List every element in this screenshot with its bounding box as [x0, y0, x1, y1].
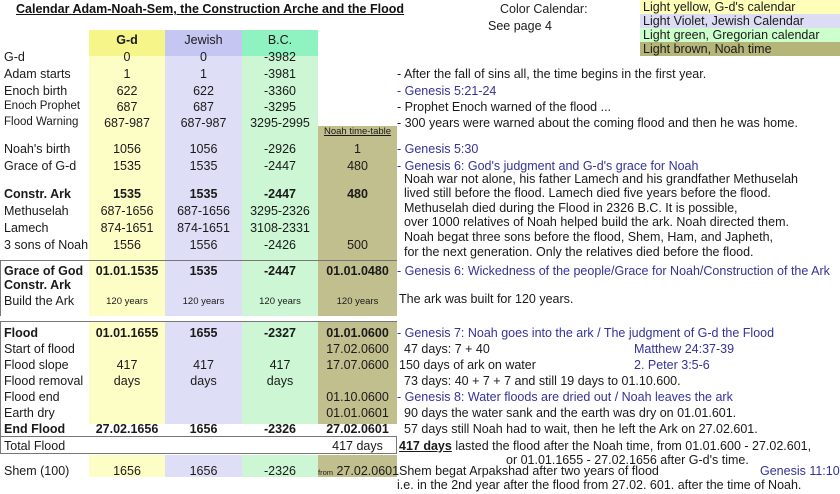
column-header-god: G-d	[116, 33, 138, 47]
note-or-gd-time: or 01.01.1655 - 27.02.1656 after G-d's time.	[506, 453, 749, 467]
row-label: Earth dry	[4, 406, 55, 420]
row-cell-jewish: 874-1651	[177, 221, 230, 235]
row-cell-noah: 500	[347, 238, 368, 252]
row-cell-jewish: 687-1656	[177, 204, 230, 218]
row-label: Grace of G-d	[4, 159, 77, 173]
note-genesis-6-wickedness: - Genesis 6: Wickedness of the people/Grace for Noah/Construction of the Ark	[397, 264, 830, 278]
row-cell-bc: -2926	[264, 142, 296, 156]
row-cell-god: 01.01.1535	[95, 264, 159, 278]
note-methuselah-died: Methuselah died during the Flood in 2326 B.C. It is possible,	[404, 201, 738, 215]
border-left-grace	[0, 260, 1, 316]
row-label-flood: Flood	[4, 326, 39, 340]
note-genesis-7: - Genesis 7: Noah goes into the ark / The judgment of G-d the Flood	[397, 326, 775, 340]
row-cell-bc: 3108-2331	[250, 221, 310, 235]
note-417-days-rest: lasted the flood after the Noah time, from 01.01.600 - 27.02.601,	[455, 439, 812, 453]
row-cell-bc: 120 years	[259, 296, 301, 307]
row-cell-bc: -3981	[264, 67, 296, 81]
note-genesis-5-21-24: - Genesis 5:21-24	[397, 84, 497, 98]
row-label: Start of flood	[4, 342, 75, 356]
divider-total-flood-top	[0, 436, 397, 437]
row-label: G-d	[4, 50, 25, 64]
legend-item-yellow	[640, 0, 840, 14]
legend-text: Light brown, Noah time	[643, 42, 772, 56]
row-cell-jewish: 687	[193, 100, 214, 114]
row-cell-noah: 01.10.0600	[326, 390, 389, 404]
row-cell-god: 622	[116, 84, 138, 98]
row-cell-bc: -2327	[264, 326, 296, 340]
divider-grace-top	[0, 260, 397, 261]
legend-item-brown	[640, 42, 840, 56]
row-cell-noah: 17.02.0600	[326, 342, 389, 356]
row-cell-bc: -3360	[264, 84, 296, 98]
column-header-bc: B.C.	[267, 33, 293, 47]
row-cell-bc: -2426	[264, 238, 296, 252]
note-1000-relatives: over 1000 relatives of Noah helped build the ark. Noah directed them.	[404, 215, 789, 229]
row-cell-jewish: 1656	[189, 464, 218, 478]
row-cell-jewish: 1656	[189, 422, 218, 436]
border-right-total-flood	[396, 436, 397, 454]
row-cell-god: 1056	[113, 142, 141, 156]
row-cell-noah: 27.02.0601	[326, 422, 389, 436]
from-date: 27.02.0601	[336, 464, 400, 478]
border-left-flood	[0, 321, 1, 453]
note-300-years: - 300 years were warned about the coming flood and then he was home.	[397, 116, 798, 130]
legend-text: Light yellow, G-d's calendar	[643, 0, 796, 14]
row-cell-bc: days	[266, 374, 294, 388]
see-page-note: See page 4	[488, 19, 552, 33]
row-cell-god: 687-987	[104, 116, 150, 130]
row-cell-bc: -2326	[264, 464, 296, 478]
row-label: Adam starts	[4, 67, 71, 81]
row-cell-bc: -2447	[264, 159, 296, 173]
note-genesis-6-judgment: - Genesis 6: God's judgment and G-d's grace for Noah	[397, 159, 699, 173]
note-417-days-bold: 417 days	[399, 439, 452, 453]
row-cell-jewish: 1535	[189, 159, 218, 173]
row-label: Flood slope	[4, 358, 69, 372]
row-cell-jewish: 1535	[189, 264, 218, 278]
row-cell-jewish: 1056	[189, 142, 218, 156]
row-label: Flood removal	[4, 374, 84, 388]
note-90-days: 90 days the water sank and the earth was dry on 01.01.601.	[404, 406, 737, 420]
row-label-shem: Shem (100)	[4, 464, 70, 478]
note-matthew: Matthew 24:37-39	[634, 342, 735, 356]
note-genesis-11-10: Genesis 11:10	[760, 464, 840, 478]
color-legend	[640, 0, 840, 56]
note-2nd-year: i.e. in the 2nd year after the flood from 27.02. 601. after the time of Noah.	[397, 478, 802, 492]
page-title: Calendar Adam-Noah-Sem, the Construction Arche and the Flood	[16, 2, 404, 16]
divider-total-flood-bottom	[0, 453, 397, 454]
legend-text: Light green, Gregorian calendar	[643, 28, 820, 42]
note-peter: 2. Peter 3:5-6	[634, 358, 710, 372]
row-cell-jewish: 687-987	[180, 116, 227, 130]
divider-flood-top	[0, 321, 397, 322]
note-after-fall: - After the fall of sins all, the time begins in the first year.	[397, 67, 707, 81]
row-cell-bc: 417	[269, 358, 291, 372]
note-150-days: 150 days of ark on water	[399, 358, 536, 372]
row-cell-noah: 1	[354, 142, 361, 156]
from-prefix: from	[318, 468, 333, 477]
row-label: Flood end	[4, 390, 60, 404]
legend-label: Color Calendar:	[500, 2, 588, 16]
row-cell-noah: 120 years	[336, 296, 379, 307]
row-label: Flood Warning	[4, 116, 79, 128]
row-label-build-the-ark: Build the Ark	[4, 294, 75, 308]
row-cell-god: 1535	[113, 187, 141, 201]
legend-item-green	[640, 28, 840, 42]
row-cell-noah: 01.01.0480	[326, 264, 389, 278]
row-cell-bc: -2326	[264, 422, 296, 436]
row-cell-jewish: 1535	[189, 187, 218, 201]
row-label: Methuselah	[4, 204, 69, 218]
row-label: Noah's birth	[4, 142, 71, 156]
row-label-end-flood: End Flood	[4, 422, 66, 436]
row-cell-god: 874-1651	[100, 221, 154, 235]
note-prophet-enoch: - Prophet Enoch warned of the flood ...	[397, 100, 612, 114]
column-header-noah-time-table: Noah time-table	[323, 126, 392, 137]
row-cell-bc: 3295-2326	[250, 204, 310, 218]
legend-text: Light Violet, Jewish Calendar	[643, 14, 804, 28]
row-cell-god: 01.01.1655	[95, 326, 159, 340]
row-cell-god: 1556	[113, 238, 141, 252]
row-cell-jewish: days	[190, 374, 217, 388]
column-header-jewish: Jewish	[184, 33, 223, 47]
row-cell-god: 417	[116, 358, 138, 372]
row-cell-god: 687	[116, 100, 138, 114]
row-cell-bc: -3982	[264, 50, 296, 64]
row-cell-noah: 01.01.0601	[326, 406, 389, 420]
row-label-constr-ark-2: Constr. Ark	[4, 278, 71, 292]
note-47-days: 47 days: 7 + 40	[404, 342, 490, 356]
note-ark-120-years: The ark was built for 120 years.	[399, 292, 574, 306]
row-cell-noah: 480	[347, 159, 368, 173]
row-cell-god: 120 years	[106, 296, 148, 307]
row-cell-jewish: 1	[200, 67, 207, 81]
note-genesis-5-30: - Genesis 5:30	[397, 142, 479, 156]
note-noah-war-not-alone: Noah war not alone, his father Lamech and his grandfather Methuselah	[404, 172, 798, 186]
legend-item-violet	[640, 14, 840, 28]
row-cell-bc: -3295	[264, 100, 296, 114]
row-cell-noah: 480	[347, 187, 368, 201]
note-genesis-8: - Genesis 8: Water floods are dried out / Noah leaves the ark	[397, 390, 733, 404]
row-cell-noah: 417 days	[332, 439, 383, 453]
row-label: 3 sons of Noah	[4, 238, 89, 252]
row-label-constr-ark: Constr. Ark	[4, 187, 71, 201]
row-cell-god: 0	[123, 50, 131, 64]
note-lived-still: lived still before the flood. Lamech died five years before the flood.	[404, 186, 771, 200]
note-next-generation: for the next generation. Only the relatives died before the flood.	[404, 245, 754, 259]
row-cell-noah: 01.01.0600	[326, 326, 389, 340]
row-cell-god: 1	[123, 67, 131, 81]
row-cell-jewish: 417	[193, 358, 214, 372]
row-cell-god: 687-1656	[100, 204, 154, 218]
row-cell-noah-shem	[318, 464, 400, 478]
row-cell-bc: 3295-2995	[250, 116, 310, 130]
row-cell-jewish: 120 years	[182, 296, 225, 307]
note-73-days: 73 days: 40 + 7 + 7 and still 19 days to 01.10.600.	[404, 374, 681, 388]
row-cell-god: 1656	[113, 464, 141, 478]
row-cell-bc: -2447	[264, 187, 296, 201]
row-cell-jewish: 622	[193, 84, 214, 98]
note-417-days-line	[399, 439, 811, 453]
row-label: Enoch Prophet	[4, 100, 81, 112]
note-noah-begat: Noah begat three sons before the flood, Shem, Ham, and Japheth,	[404, 230, 773, 244]
row-label-total-flood: Total Flood	[4, 439, 66, 453]
row-cell-jewish: 1655	[189, 326, 218, 340]
row-label: Enoch birth	[4, 84, 68, 98]
row-cell-god: 1535	[113, 159, 141, 173]
row-cell-god: days	[113, 374, 141, 388]
row-cell-jewish: 1556	[189, 238, 218, 252]
note-shem-arpakshad: Shem begat Arpakshad after two years of flood	[399, 464, 659, 478]
note-57-days: 57 days still Noah had to wait, then he left the Ark on 27.02.601.	[404, 422, 758, 436]
row-cell-jewish: 0	[200, 50, 207, 64]
row-cell-bc: -2447	[264, 264, 296, 278]
row-cell-noah: 17.07.0600	[326, 358, 389, 372]
row-cell-god: 27.02.1656	[95, 422, 159, 436]
row-label: Lamech	[4, 221, 49, 235]
row-label-grace-of-god: Grace of God	[4, 264, 84, 278]
